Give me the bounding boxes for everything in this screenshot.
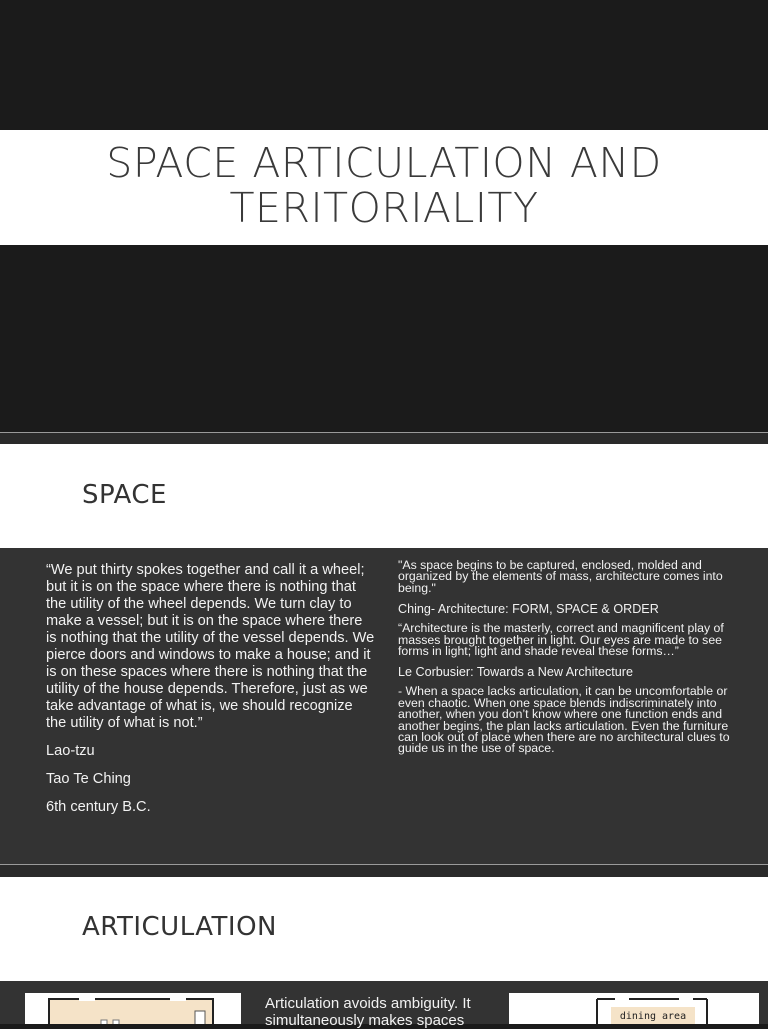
floor-plan-left-drawing — [25, 993, 241, 1024]
articulation-text: Articulation avoids ambiguity. It simultaneously makes spaces — [265, 995, 471, 1029]
floor-plan-right-drawing — [509, 993, 759, 1024]
slide1-title-line1: SPACE ARTICULATION AND — [106, 139, 662, 187]
slide3-heading: ARTICULATION — [82, 912, 278, 942]
corbusier-citation: Le Corbusier: Towards a New Architecture — [398, 665, 633, 680]
quote-era: 6th century B.C. — [46, 799, 151, 815]
slide-gap — [0, 433, 768, 444]
lao-tzu-quote: “We put thirty spokes together and call it a wheel; but it is on the space where there is nothing that the utility of the wheel depends. We turn clay to make a vessel; but it is on the space where there is nothing that the utility of the vessel depends. We pierce doors and windows to make a house; and it is on these spaces where there is nothing that the utility of the house depends. Therefore, just as we take advantage of what is, we should recognize the utility of what is not.” — [46, 562, 375, 731]
floor-plan-right-image — [509, 993, 759, 1024]
slide1-bottom-band — [0, 245, 768, 432]
slide1-title-line2: TERITORIALITY — [229, 184, 539, 232]
slide-gap — [0, 865, 768, 877]
right-quotes-column — [398, 560, 738, 763]
dining-area-label: dining area — [619, 1011, 687, 1022]
slide1-top-band — [0, 0, 768, 130]
quote-work: Tao Te Ching — [46, 771, 131, 787]
slide2-heading: SPACE — [82, 480, 167, 510]
quote-author: Lao-tzu — [46, 743, 95, 759]
articulation-note: - When a space lacks articulation, it can be uncomfortable or even chaotic. When one space blends indiscriminately into another, when you don’t know where one function ends and another begins, the plan lacks articulation. Even the furniture can look out of place when there are no architectural clues to guide us in the use of space. — [398, 684, 730, 756]
corbusier-quote: “Architecture is the masterly, correct and magnificent play of masses brought together in light. Our eyes are made to see forms in light; light and shade reveal these forms…” — [398, 621, 724, 659]
lao-tzu-quote-column — [46, 562, 376, 827]
ching-citation: Ching- Architecture: FORM, SPACE & ORDER — [398, 602, 659, 617]
slide1-title — [0, 141, 768, 231]
floor-plan-left-image — [25, 993, 241, 1024]
ching-quote: "As space begins to be captured, enclosed, molded and organized by the elements of mass, architecture comes into being." — [398, 558, 723, 595]
